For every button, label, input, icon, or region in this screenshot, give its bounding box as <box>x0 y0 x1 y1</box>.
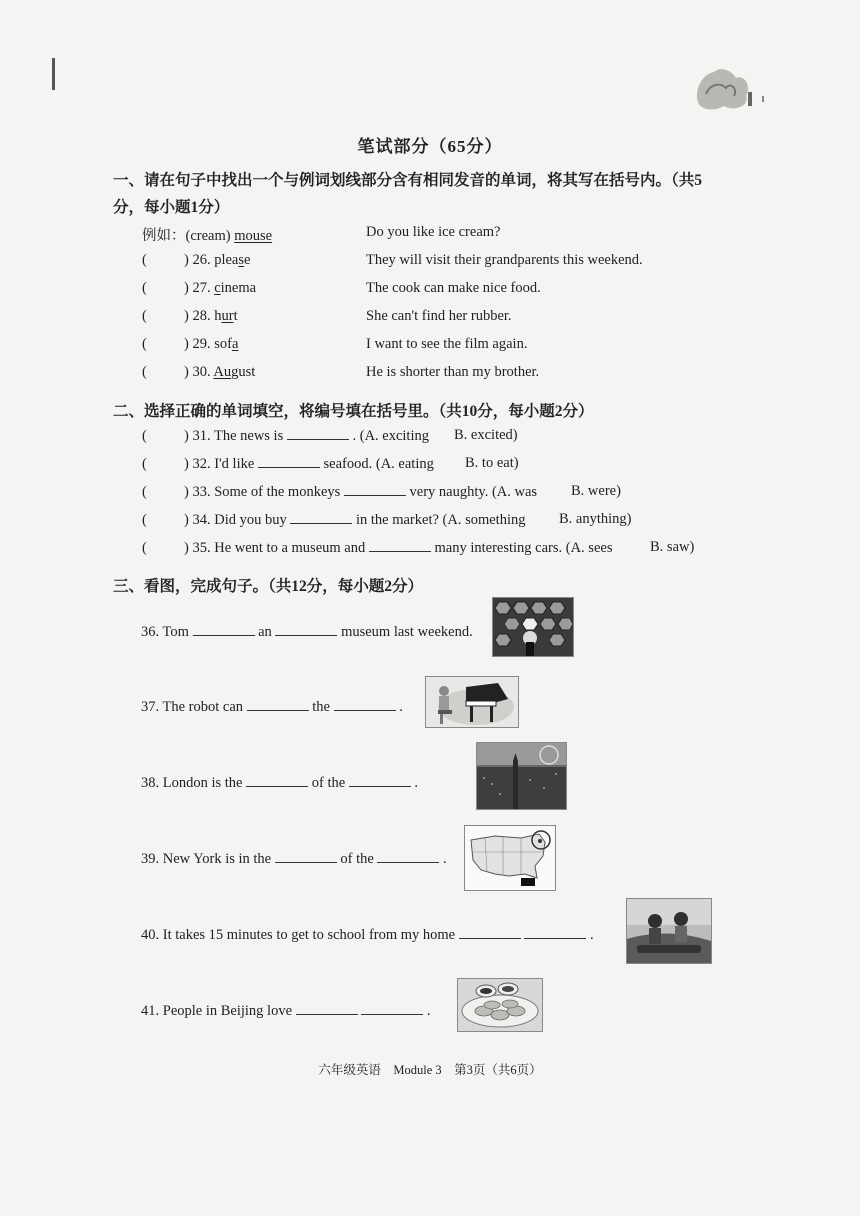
word-underlined-part: a <box>231 336 239 352</box>
option-b: B. anything) <box>559 511 632 527</box>
item-sentence: He is shorter than my brother. <box>366 364 540 380</box>
answer-paren[interactable]: ( <box>142 364 147 380</box>
section3-heading: 三、看图，完成句子。（共12分，每小题2分） <box>113 578 424 595</box>
example-row <box>142 224 272 245</box>
answer-blank[interactable] <box>287 427 349 440</box>
word-part: plea <box>214 252 239 268</box>
item-sentence: The cook can make nice food. <box>366 280 541 296</box>
choice-item <box>142 483 537 501</box>
item-number: ) 34. <box>184 512 211 528</box>
answer-blank[interactable] <box>193 623 255 636</box>
section2-heading: 二、选择正确的单词填空，将编号填在括号里。（共10分，每小题2分） <box>113 403 594 420</box>
example-label: 例如：(cream) <box>142 228 231 244</box>
q38-text-b: of the <box>311 775 346 791</box>
answer-paren[interactable]: ( <box>142 308 147 324</box>
section1-heading-line2: 分，每小题1分） <box>113 199 230 216</box>
option-b: B. were) <box>571 483 621 499</box>
item-word <box>214 336 238 352</box>
question-37 <box>141 698 403 716</box>
answer-blank[interactable] <box>246 774 308 787</box>
answer-blank[interactable] <box>258 455 320 468</box>
q41-text-a: 41. People in Beijing love <box>141 1003 293 1019</box>
word-part: t <box>233 308 238 324</box>
choice-item <box>142 539 612 557</box>
museum-hexagon-picture <box>492 597 574 657</box>
q40-text-c: . <box>590 927 594 943</box>
word-part: gust <box>231 364 256 380</box>
q39-text-b: of the <box>340 851 374 867</box>
item-text-before: Some of the monkeys <box>214 484 341 500</box>
answer-blank[interactable] <box>344 483 406 496</box>
choice-item <box>142 511 526 529</box>
answer-blank[interactable] <box>247 698 309 711</box>
answer-blank[interactable] <box>290 511 352 524</box>
item-sentence: I want to see the film again. <box>366 336 528 352</box>
pronunciation-item <box>142 364 255 381</box>
pronunciation-item <box>142 336 238 353</box>
item-number: ) 26. <box>184 252 211 268</box>
answer-blank[interactable] <box>361 1002 423 1015</box>
option-b: B. saw) <box>650 539 695 555</box>
item-number: ) 30. <box>184 364 211 380</box>
item-number: ) 27. <box>184 280 211 296</box>
answer-paren[interactable]: ( <box>142 336 147 352</box>
option-a: very naughty. (A. was <box>409 484 538 500</box>
item-sentence: She can't find her rubber. <box>366 308 512 324</box>
robot-piano-picture <box>425 676 519 728</box>
item-text-before: Did you buy <box>214 512 287 528</box>
q37-text-a: 37. The robot can <box>141 699 244 715</box>
option-a: in the market? (A. something <box>355 512 526 528</box>
example-sentence: Do you like ice cream? <box>366 224 501 240</box>
item-word <box>214 308 237 324</box>
question-36 <box>141 623 473 641</box>
question-38 <box>141 774 418 792</box>
question-41 <box>141 1002 431 1020</box>
q38-text-c: . <box>414 775 419 791</box>
option-b: B. excited) <box>454 427 518 443</box>
page-title: 笔试部分（65分） <box>357 137 503 156</box>
item-number: ) 29. <box>184 336 211 352</box>
answer-blank[interactable] <box>459 926 521 939</box>
answer-paren[interactable]: ( <box>142 252 147 268</box>
question-40 <box>141 926 594 944</box>
word-part: inema <box>220 280 257 296</box>
option-a: . (A. exciting <box>352 428 429 444</box>
word-part: e <box>244 252 251 268</box>
answer-paren[interactable]: ( <box>142 512 147 528</box>
answer-paren[interactable]: ( <box>142 540 147 556</box>
q37-text-c: . <box>399 699 403 715</box>
option-a: many interesting cars. (A. sees <box>434 540 613 556</box>
choice-item <box>142 455 434 473</box>
item-word <box>213 364 255 380</box>
option-b: B. to eat) <box>465 455 519 471</box>
choice-item <box>142 427 429 445</box>
item-text-before: He went to a museum and <box>214 540 366 556</box>
item-number: ) 32. <box>184 456 211 472</box>
q39-text-c: . <box>443 851 447 867</box>
q38-text-a: 38. London is the <box>141 775 243 791</box>
q40-text-a: 40. It takes 15 minutes to get to school from my home <box>141 927 456 943</box>
word-underlined-part: s <box>238 252 245 268</box>
q41-text-c: . <box>426 1003 431 1019</box>
item-text-before: The news is <box>213 428 284 444</box>
london-skyline-picture <box>476 742 567 810</box>
q36-text-a: 36. Tom <box>141 624 189 640</box>
scan-artifact <box>52 58 55 90</box>
answer-blank[interactable] <box>275 850 337 863</box>
item-number: ) 33. <box>184 484 211 500</box>
answer-paren[interactable]: ( <box>142 484 147 500</box>
item-number: ) 28. <box>184 308 211 324</box>
answer-blank[interactable] <box>296 1002 358 1015</box>
answer-paren[interactable]: ( <box>142 280 147 296</box>
torn-corner-graphic <box>690 62 780 114</box>
answer-paren[interactable]: ( <box>142 456 147 472</box>
item-number: ) 31. <box>184 428 211 444</box>
word-underlined-part: Au <box>213 364 232 380</box>
answer-blank[interactable] <box>524 926 586 939</box>
answer-blank[interactable] <box>275 623 337 636</box>
answer-blank[interactable] <box>334 698 396 711</box>
item-text-before: I'd like <box>214 456 255 472</box>
q39-text-a: 39. New York is in the <box>141 851 272 867</box>
option-a: seafood. (A. eating <box>323 456 434 472</box>
section1-heading-line1: 一、请在句子中找出一个与例词划线部分含有相同发音的单词，将其写在括号内。（共5 <box>113 172 703 189</box>
word-part: sof <box>214 336 232 352</box>
dumplings-picture <box>457 978 543 1032</box>
example-word: mouse <box>234 228 273 244</box>
pronunciation-item <box>142 280 256 297</box>
item-word <box>214 252 250 268</box>
word-underlined-part: c <box>214 280 221 296</box>
pronunciation-item <box>142 252 250 269</box>
word-part: h <box>214 308 222 324</box>
answer-blank[interactable] <box>349 774 411 787</box>
pronunciation-item <box>142 308 238 325</box>
children-travel-picture <box>626 898 712 964</box>
question-39 <box>141 850 447 868</box>
answer-blank[interactable] <box>369 539 431 552</box>
usa-map-picture <box>464 825 556 891</box>
q36-text-b: an <box>258 624 272 640</box>
answer-blank[interactable] <box>377 850 439 863</box>
item-number: ) 35. <box>184 540 211 556</box>
item-sentence: They will visit their grandparents this weekend. <box>366 252 643 268</box>
item-word <box>214 280 256 296</box>
q36-text-c: museum last weekend. <box>341 624 473 640</box>
page-footer: 六年级英语 Module 3 第3页（共6页） <box>318 1063 542 1077</box>
word-underlined-part: ur <box>221 308 234 324</box>
answer-paren[interactable]: ( <box>142 428 147 444</box>
q37-text-b: the <box>312 699 330 715</box>
